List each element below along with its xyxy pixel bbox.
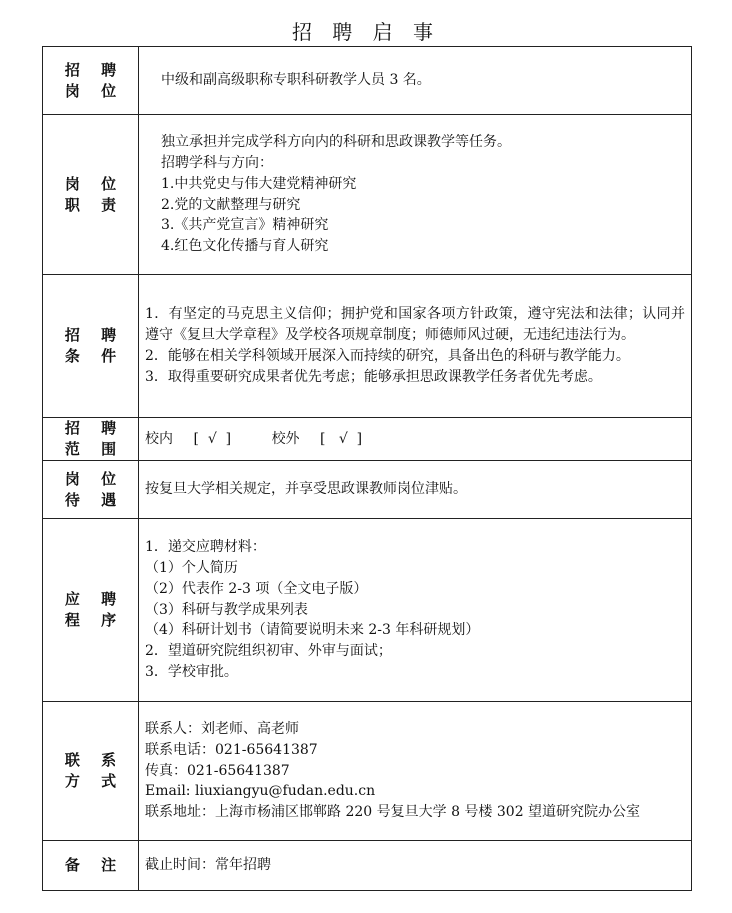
row-content bbox=[139, 461, 692, 519]
row-content bbox=[139, 418, 692, 461]
content-line: （4）科研计划书（请简要说明未来 2-3 年科研规划） bbox=[145, 622, 480, 639]
content-line: 1．有坚定的马克思主义信仰；拥护党和国家各项方针政策，遵守宪法和法律；认同并遵守《复旦大学章程》及学校各项规章制度；师德师风过硬，无违纪违法行为。 bbox=[145, 306, 685, 344]
label-line: 岗 位 bbox=[64, 81, 125, 100]
content-line: 独立承担并完成学科方向内的科研和思政课教学等任务。 bbox=[161, 134, 511, 151]
contact-phone: 联系电话：021-65641387 bbox=[145, 741, 318, 758]
label-line: 条 件 bbox=[64, 347, 125, 365]
content-line: 中级和副高级职称专职科研教学人员 3 名。 bbox=[161, 72, 431, 89]
row-label bbox=[43, 702, 139, 841]
label-line: 岗 位 bbox=[64, 174, 125, 193]
content-line: 1．递交应聘材料： bbox=[145, 539, 266, 556]
content-line: 2．望道研究院组织初审、外审与面试； bbox=[145, 643, 392, 660]
row-label bbox=[43, 275, 139, 418]
row-contact bbox=[43, 702, 692, 841]
row-duties bbox=[43, 115, 692, 275]
row-position bbox=[43, 47, 692, 115]
content-line: 1.中共党史与伟大建党精神研究 bbox=[161, 175, 357, 192]
row-benefits bbox=[43, 461, 692, 519]
label-line: 职 责 bbox=[64, 195, 125, 214]
scope-external-checkbox: [ √ ] bbox=[320, 430, 363, 447]
content-line: 3．取得重要研究成果者优先考虑；能够承担思政课教学任务者优先考虑。 bbox=[145, 368, 602, 385]
content-line: （2）代表作 2-3 项（全文电子版） bbox=[145, 580, 368, 597]
page-title: 招 聘 启 事 bbox=[291, 20, 441, 44]
row-remarks bbox=[43, 841, 692, 891]
contact-person: 联系人：刘老师、高老师 bbox=[145, 721, 299, 737]
label-line: 范 围 bbox=[64, 440, 125, 458]
scope-internal-label: 校内 bbox=[145, 430, 173, 447]
scope-internal-checkbox: [ √ ] bbox=[193, 430, 232, 447]
contact-email: Email: liuxiangyu@fudan.edu.cn bbox=[145, 783, 376, 800]
label-line: 程 序 bbox=[64, 611, 125, 629]
contact-fax: 传真：021-65641387 bbox=[145, 762, 290, 779]
label-line: 联 系 bbox=[64, 751, 125, 769]
row-content bbox=[139, 47, 692, 115]
row-content bbox=[139, 841, 692, 891]
content-line: 截止时间：常年招聘 bbox=[145, 857, 271, 874]
recruitment-table bbox=[42, 46, 692, 891]
row-label bbox=[43, 841, 139, 891]
label-line: 招 聘 bbox=[64, 326, 125, 344]
row-label bbox=[43, 418, 139, 461]
row-procedure bbox=[43, 519, 692, 702]
content-line: 2.党的文献整理与研究 bbox=[161, 196, 301, 213]
content-line: 3.《共产党宣言》精神研究 bbox=[161, 217, 329, 234]
row-scope bbox=[43, 418, 692, 461]
scope-external-label: 校外 bbox=[271, 430, 300, 447]
row-label bbox=[43, 47, 139, 115]
row-content bbox=[139, 519, 692, 702]
row-content bbox=[139, 275, 692, 418]
row-label bbox=[43, 519, 139, 702]
row-label bbox=[43, 461, 139, 519]
label-line: 招 聘 bbox=[64, 60, 125, 79]
row-content bbox=[139, 115, 692, 275]
row-label bbox=[43, 115, 139, 275]
content-line: 2．能够在相关学科领域开展深入而持续的研究，具备出色的科研与教学能力。 bbox=[145, 348, 630, 364]
label-line: 待 遇 bbox=[64, 490, 125, 509]
label-line: 备 注 bbox=[64, 856, 125, 874]
label-line: 应 聘 bbox=[64, 590, 125, 608]
label-line: 方 式 bbox=[64, 772, 125, 790]
row-requirements bbox=[43, 275, 692, 418]
row-content bbox=[139, 702, 692, 841]
contact-address: 联系地址：上海市杨浦区邯郸路 220 号复旦大学 8 号楼 302 望道研究院办公室 bbox=[145, 804, 641, 821]
content-line: 按复旦大学相关规定，并享受思政课教师岗位津贴。 bbox=[145, 481, 467, 498]
content-line: （3）科研与教学成果列表 bbox=[145, 601, 308, 618]
content-line: （1）个人简历 bbox=[145, 560, 238, 576]
label-line: 岗 位 bbox=[64, 469, 125, 488]
content-line: 4.红色文化传播与育人研究 bbox=[161, 238, 329, 255]
content-line: 招聘学科与方向： bbox=[161, 154, 273, 171]
content-line: 3．学校审批。 bbox=[145, 663, 238, 680]
label-line: 招 聘 bbox=[64, 419, 125, 437]
